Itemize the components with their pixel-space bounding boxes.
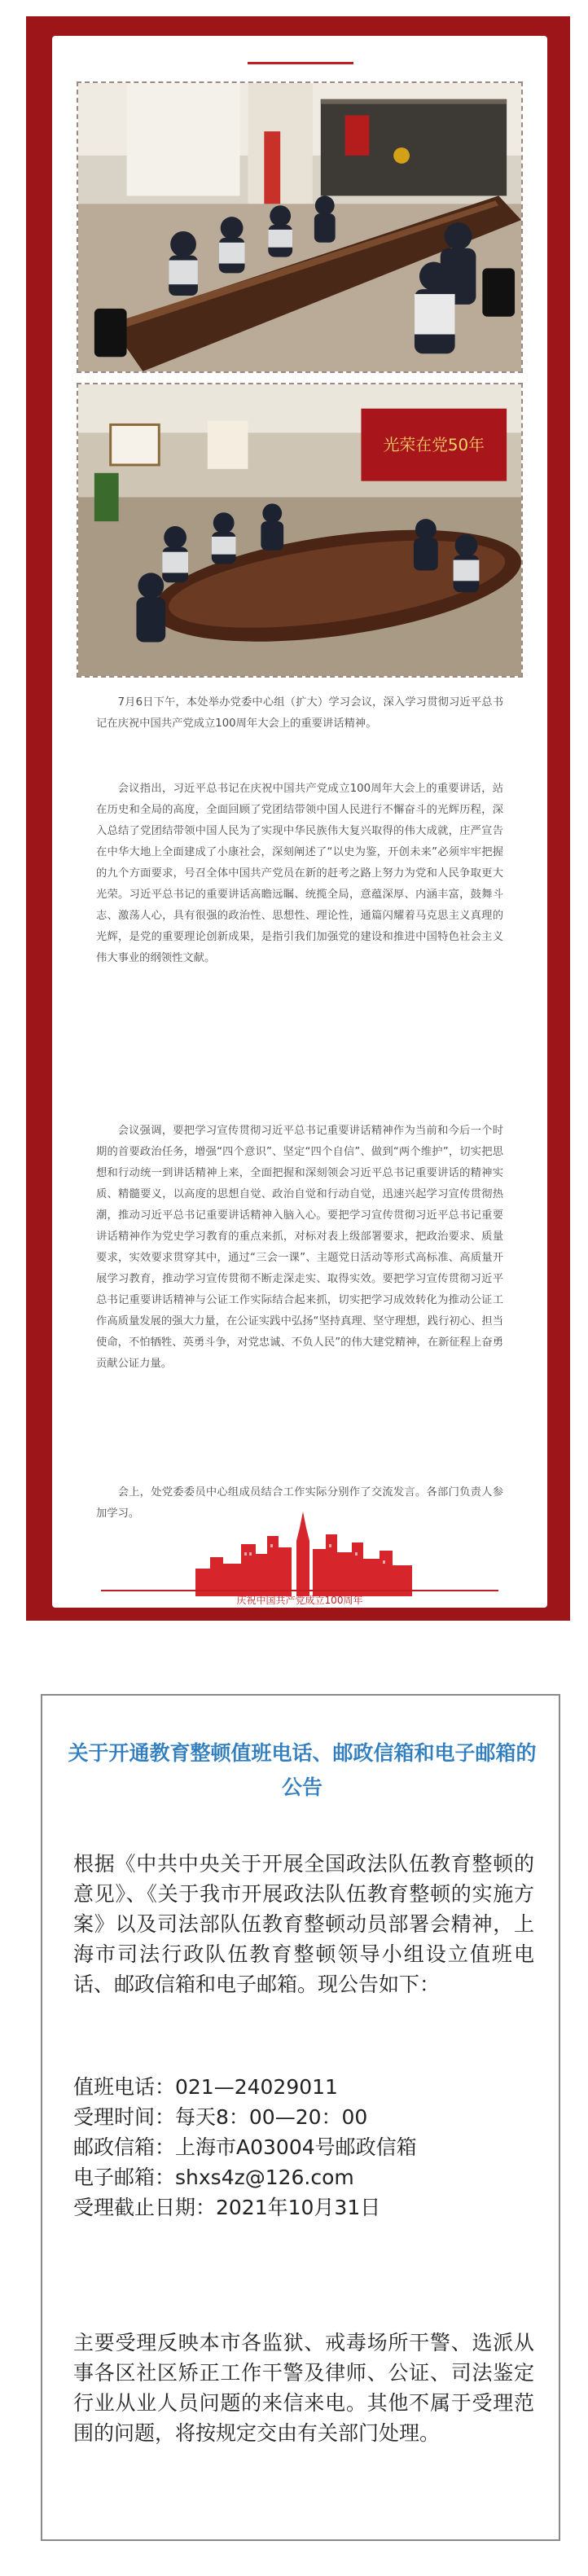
notice-intro-block (73, 1849, 534, 1999)
notice-hours: 受理时间：每天8：00—20：00 (73, 2105, 368, 2129)
article-text-1: 7月6日下午，本处举办党委中心组（扩大）学习会议，深入学习贯彻习近平总书记在庆祝中国共产党成立100周年大会上的重要讲话精神。 (96, 696, 503, 730)
article-text-2: 会议指出，习近平总书记在庆祝中国共产党成立100周年大会上的重要讲话，站在历史和全局的高度，全面回顾了党团结带领中国人民进行不懈奋斗的光辉历程，深入总结了党团结带领中国人民为了实现中华民族伟大复兴取得的伟大成就，庄严宣告在中华大地上全面建成了小康社会，深刻阐述了“以史为鉴，开创未来”必须牢牢把握的九个方面要求，号召全体中国共产党员在新的赶考之路上努力为党和人民争取更大光荣。习近平总书记的重要讲话高瞻远瞩、统揽全局，意蕴深厚、内涵丰富，鼓舞斗志、激荡人心，具有很强的政治性、思想性、理论性，通篇闪耀着马克思主义真理的光辉，是党的重要理论创新成果，是指引我们加强党的建设和推进中国特色社会主义伟大事业的纲领性文献。 (96, 783, 503, 964)
notice-deadline: 受理截止日期：2021年10月31日 (73, 2196, 381, 2219)
meeting-photo-1-image (78, 83, 521, 371)
article-paragraph-3 (96, 1121, 503, 1375)
anniversary-caption: 庆祝中国共产党成立100周年 (101, 1590, 498, 1608)
article-paragraph-2 (96, 779, 503, 969)
article-text-4: 会上，处党委委员中心组成员结合工作实际分别作了交流发言。各部门负责人参加学习。 (96, 1486, 503, 1520)
photo-banner-text: 光荣在党50年 (383, 436, 485, 455)
notice-email: 电子邮箱：shxs4z@126.com (73, 2166, 354, 2189)
notice-title: 关于开通教育整顿值班电话、邮政信箱和电子邮箱的公告 (68, 1741, 537, 1799)
notice-mailbox: 邮政信箱：上海市A03004号邮政信箱 (73, 2135, 417, 2159)
notice-phone: 值班电话：021—24029011 (73, 2075, 338, 2099)
notice-box (41, 1694, 560, 2541)
notice-scope: 主要受理反映本市各监狱、戒毒场所干警、选派从事各区社区矫正工作干警及律师、公证、司法鉴定行业从业人员问题的来信来电。其他不属于受理范围的问题，将按规定交由有关部门处理。 (73, 2331, 534, 2445)
article-paragraph-1 (96, 692, 503, 735)
article-text-3: 会议强调，要把学习宣传贯彻习近平总书记重要讲话精神作为当前和今后一个时期的首要政治任务，增强“四个意识”、坚定“四个自信”、做到“两个维护”，切实把思想和行动统一到讲话精神上来，全面把握和深刻领会习近平总书记重要讲话的精神实质、精髓要义，以高度的思想自觉、政治自觉和行动自觉，迅速兴起学习宣传贯彻热潮，推动习近平总书记重要讲话精神入脑入心。要把学习宣传贯彻习近平总书记重要讲话精神作为党史学习教育的重点来抓，对标对表上级部署要求，把政治要求、质量要求，实效要求贯穿其中，通过“三会一课”、主题党日活动等形式高标准、高质量开展学习教育，推动学习宣传贯彻不断走深走实、取得实效。要把学习宣传贯彻习近平总书记重要讲话精神与公证工作实际结合起来抓，切实把学习成效转化为推动公证工作高质量发展的强大力量，在公证实践中弘扬“坚持真理、坚守理想，践行初心、担当使命，不怕牺牲、英勇斗争，对党忠诚、不负人民”的伟大建党精神，在新征程上奋勇贡献公证力量。 (96, 1125, 503, 1370)
notice-intro: 根据《中共中央关于开展全国政法队伍教育整顿的意见》、《关于我市开展政法队伍教育整顿的实施方案》以及司法部队伍教育整顿动员部署会精神，上海市司法行政队伍教育整顿领导小组设立值班电话、邮政信箱和电子邮箱。现公告如下： (73, 1852, 534, 1996)
notice-scope-block (73, 2328, 534, 2448)
city-skyline-icon (195, 1512, 412, 1596)
meeting-photo-2 (77, 383, 523, 678)
title-divider (248, 62, 353, 64)
meeting-photo-1 (77, 81, 523, 373)
notice-info-block (73, 2072, 534, 2223)
meeting-photo-2-image (78, 384, 521, 676)
